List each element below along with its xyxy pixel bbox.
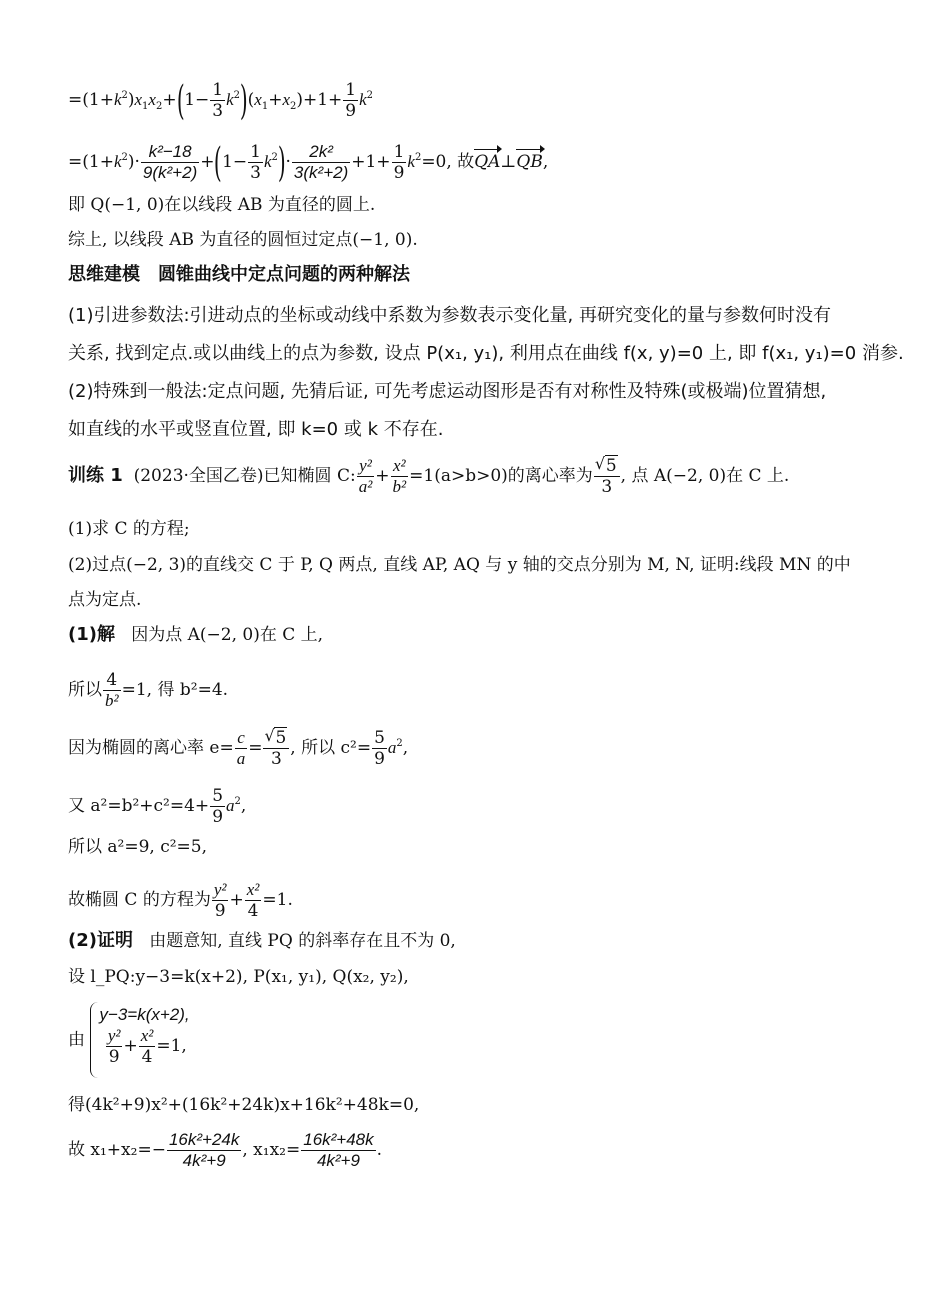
proof-line-5: 故 x₁+x₂=− $\frac{\text{16k²+24k}}{\text{4k²+9}}$ , x₁x₂= $\frac{\text{16k²+48k}}{\text{4k²+9}}$ . (68, 1130, 383, 1170)
section-heading: 思维建模 圆锥曲线中定点问题的两种解法 (68, 264, 410, 285)
text-line-4: 综上, 以线段 AB 为直径的圆恒过定点(−1, 0). (68, 230, 418, 250)
vector-qb: QB (516, 152, 543, 172)
solution-line-3: 因为椭圆的离心率 e= $\frac{c}{a}$ = √ $\frac{5}{3}$ , 所以 c²= $\frac{5}{9}$ $a^2$, (68, 728, 408, 769)
method-line-2: 关系, 找到定点.或以曲线上的点为参数, 设点 P(x₁, y₁), 利用点在曲线 f(x, y)=0 上, 即 f(x₁, y₁)=0 消参. (68, 343, 904, 364)
method-line-3: (2)特殊到一般法:定点问题, 先猜后证, 可先考虑运动图形是否有对称性及特殊(或极端)位置猜想, (68, 381, 827, 402)
question-2-line-1: (2)过点(−2, 3)的直线交 C 于 P, Q 两点, 直线 AP, AQ 与 y 轴的交点分别为 M, N, 证明:线段 MN 的中 (68, 555, 851, 575)
text-line-3: 即 Q(−1, 0)在以线段 AB 为直径的圆上. (68, 195, 376, 215)
proof-line-4: 得(4k²+9)x²+(16k²+24k)x+16k²+48k=0, (68, 1095, 420, 1115)
proof-line-1: (2)证明 由题意知, 直线 PQ 的斜率存在且不为 0, (68, 930, 456, 951)
equation-line-2: $=(1+k^2)\cdot$ $\frac{\text{k²−18}}{\text{9(k²+2)}}$ +(1− $\frac{1}{3}$ $k^2)\cdot$ $\frac{\text{2k²}}{\text{3(k²+2)}}$ +1+ $\frac{1}{9}$ $k^2=0$, 故QA⊥QB, (68, 139, 549, 186)
training-label: 训练 1 (68, 465, 123, 486)
solution-line-1: (1)解 因为点 A(−2, 0)在 C 上, (68, 624, 324, 645)
proof-line-2: 设 l_PQ:y−3=k(x+2), P(x₁, y₁), Q(x₂, y₂), (68, 967, 409, 987)
equation-line-1: $=(1+k^2)x_1x_2+(1-$ $\frac{1}{3}$ $k^2)(x_1+x_2)+1+$ $\frac{1}{9}$ $k^2$ (68, 77, 374, 124)
method-line-1: (1)引进参数法:引进动点的坐标或动线中系数为参数表示变化量, 再研究变化的量与参数何时没有 (68, 305, 832, 326)
method-line-4: 如直线的水平或竖直位置, 即 k=0 或 k 不存在. (68, 419, 444, 440)
question-2-line-2: 点为定点. (68, 590, 142, 610)
equation-system: y−3=k(x+2), $\frac{\text{y²}}{9}$ + $\frac{\text{x²}}{4}$ =1, (90, 1002, 189, 1078)
solution-line-6: 故椭圆 C 的方程为 $\frac{\text{y²}}{9}$ + $\frac{\text{x²}}{4}$ =1. (68, 880, 293, 921)
question-1: (1)求 C 的方程; (68, 519, 190, 539)
proof-system: 由 y−3=k(x+2), $\frac{\text{y²}}{9}$ + $\frac{\text{x²}}{4}$ =1, (68, 1002, 190, 1078)
solution-line-4: 又 a²=b²+c²=4+ $\frac{5}{9}$ $a^2$, (68, 786, 247, 827)
solution-line-5: 所以 a²=9, c²=5, (68, 837, 208, 857)
vector-qa: QA (474, 152, 501, 172)
training-problem-line: 训练 1 (2023·全国乙卷)已知椭圆 C: $\frac{\text{y²}}{\text{a²}}$ + $\frac{\text{x²}}{\text{b²}}$ =1(a>b>0)的离心率为 √ $\frac{5}{3}$ , 点 A(−2, 0)在 C 上. (68, 456, 789, 497)
solution-line-2: 所以 $\frac{4}{\text{b²}}$ =1, 得 b²=4. (68, 670, 229, 710)
